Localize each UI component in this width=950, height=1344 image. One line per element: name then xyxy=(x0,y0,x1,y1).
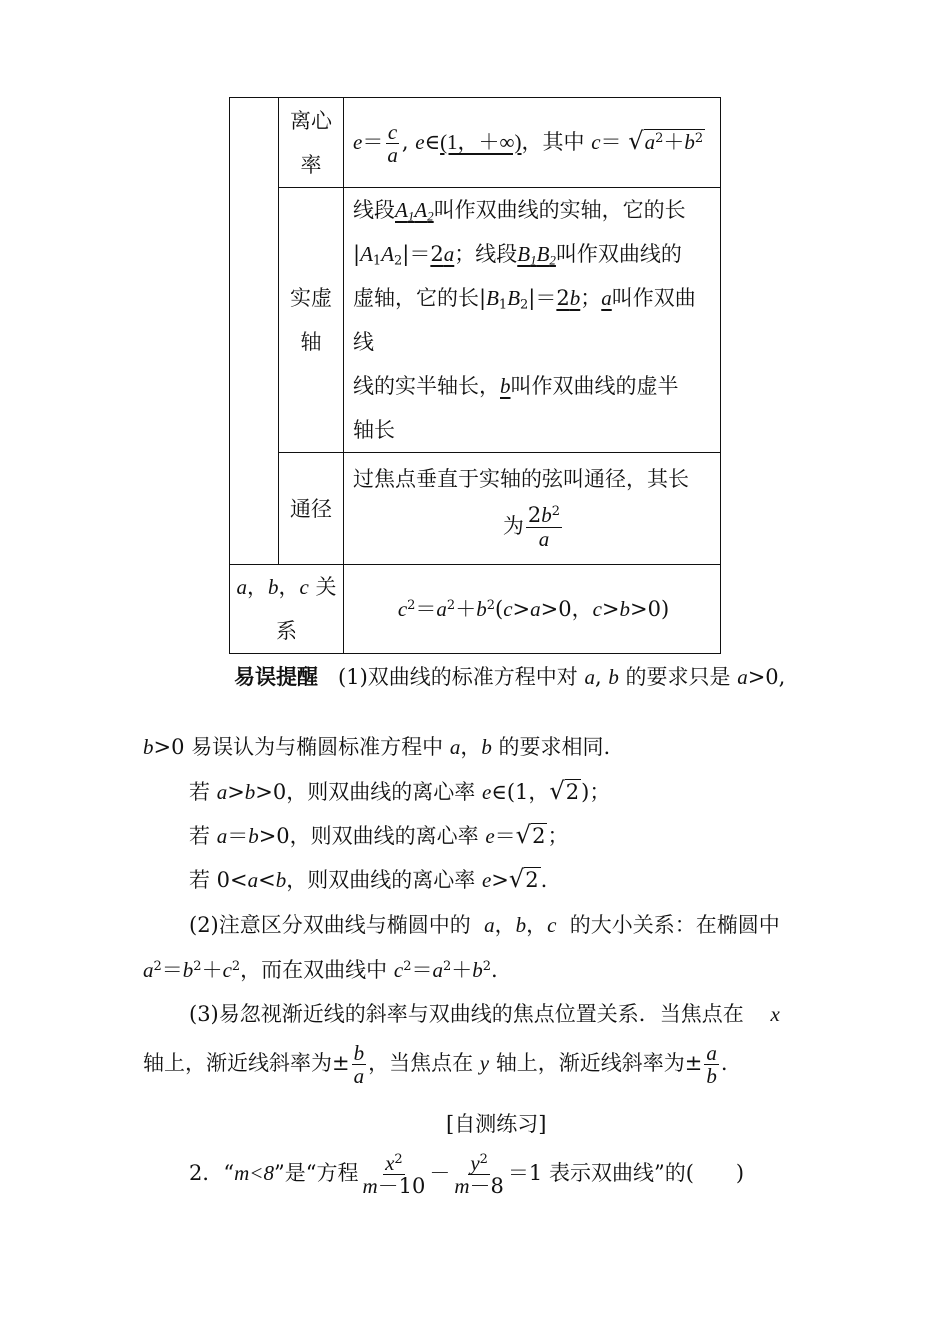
reminder-point-2-cont: $a^2=b^2+c^2$，而在双曲线中 $c^2=a^2+b^2$. xyxy=(143,958,498,982)
row-label-eccentricity: 离心 率 xyxy=(279,98,344,188)
section-title: [自测练习] xyxy=(446,1112,547,1136)
case-a-greater-b: 若 a>b>0，则双曲线的离心率 e∈(1，√2)； xyxy=(189,777,611,805)
table-row-relation xyxy=(230,565,721,654)
eccentricity-formula: e＝ $\frac{c}{a}$ , e∈(1，＋∞)，其中 $c= √a^2+b^2$ xyxy=(344,98,721,188)
reminder-point-2: (2)注意区分双曲线与椭圆中的 a，b，c 的大小关系：在椭圆中 xyxy=(189,913,780,937)
hyperbola-properties-table xyxy=(229,97,721,654)
table-row-axes xyxy=(230,188,721,453)
reminder-line-2: b>0 易误认为与椭圆标准方程中 a，b 的要求相同. xyxy=(143,735,611,759)
reminder-point-3: (3)易忽视渐近线的斜率与双曲线的焦点位置关系．当焦点在 x xyxy=(189,1002,780,1026)
table-row-eccentricity xyxy=(230,98,721,188)
table-row-latus-rectum xyxy=(230,453,721,565)
latus-rectum-description: 过焦点垂直于实轴的弦叫通径，其长 为 $\frac{2b^2}{a}$ xyxy=(344,453,721,565)
relation-formula: $c^2=a^2+b^2(c>a>0$，c>b>0) xyxy=(344,565,721,654)
reminder-line-1: 易误提醒 (1)双曲线的标准方程中对 a, b 的要求只是 a>0, xyxy=(234,665,786,689)
axes-description: 线段$A_1A_2$叫作双曲线的实轴，它的长 $|A_1A_2|=2a$；线段$B_1B_2$叫作双曲线的 虚轴，它的长$|B_1B_2|=2b$；a叫作双曲线 线的实半轴长，b叫作双曲线的虚半 轴长 xyxy=(344,188,721,453)
case-a-equal-b: 若 a＝b>0，则双曲线的离心率 e＝√2； xyxy=(189,821,569,849)
reminder-point-3-cont: 轴上，渐近线斜率为± $\frac{b}{a}$ ，当焦点在 y 轴上，渐近线斜率为± $\frac{a}{b}$ . xyxy=(143,1041,728,1089)
row-label-axes: 实虚 轴 xyxy=(279,188,344,453)
question-2: 2．“m<8”是“方程 $\frac{x^2}{m-10}$ － $\frac{y^2}{m-8}$ ＝1 表示双曲线”的( ) xyxy=(189,1151,745,1199)
case-a-less-b: 若 0<a<b，则双曲线的离心率 e>√2. xyxy=(189,865,548,893)
reminder-title: 易误提醒 xyxy=(234,665,318,689)
row-label-relation: a，b，c 关 系 xyxy=(230,565,344,654)
row-label-latus-rectum: 通径 xyxy=(279,453,344,565)
table-blank-cell xyxy=(230,98,279,565)
